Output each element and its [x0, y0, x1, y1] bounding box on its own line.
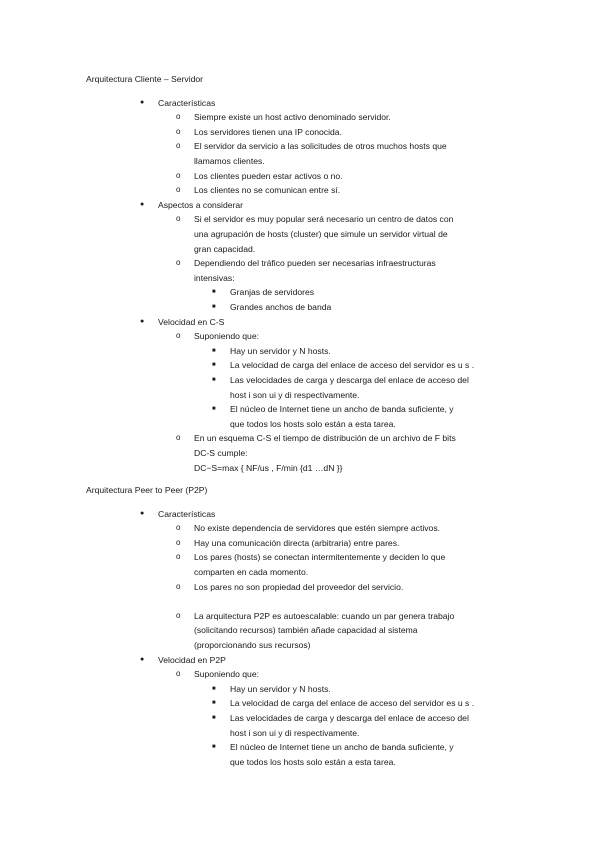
bullet-marker: o — [176, 581, 181, 591]
list-item-text: Los clientes no se comunican entre sí. — [194, 185, 341, 196]
list-item-text: Los servidores tienen una IP conocida. — [194, 126, 342, 137]
bullet-marker: ■ — [212, 406, 216, 413]
bullet-marker: o — [176, 170, 181, 180]
bullet-marker: o — [176, 610, 181, 620]
list-item-continuation: comparten en cada momento. — [194, 567, 309, 577]
list-item-continuation: intensivas: — [194, 272, 235, 283]
list-item-text: Suponiendo que: — [194, 669, 259, 680]
list-item-continuation: que todos los hosts solo están a esta tarea. — [230, 418, 396, 429]
bullet-marker: ■ — [212, 744, 216, 751]
list-item-text: El servidor da servicio a las solicitudes de otros muchos hosts que — [194, 141, 447, 152]
list-item-text: Hay un servidor y N hosts. — [230, 345, 331, 356]
section-heading: Arquitectura Cliente – Servidor — [86, 74, 204, 84]
list-item-continuation: (solicitando recursos) también añade capacidad al sistema — [194, 625, 418, 636]
list-item-text: La velocidad de carga del enlace de acceso del servidor es u s . — [230, 360, 475, 371]
list-item-text: Velocidad en C-S — [158, 316, 225, 327]
bullet-marker: ■ — [212, 304, 216, 310]
bullet-marker: ■ — [212, 362, 216, 369]
list-item-continuation: host i son ui y di respectivamente. — [230, 389, 360, 400]
bullet-marker: ■ — [212, 377, 216, 383]
list-item-text: Siempre existe un host activo denominado servidor. — [194, 112, 391, 123]
list-item-text: Granjas de servidores — [230, 287, 315, 298]
bullet-marker: ● — [140, 655, 145, 663]
bullet-marker: o — [176, 258, 181, 268]
bullet-marker: o — [176, 669, 181, 679]
bullet-marker: ■ — [212, 289, 216, 296]
bullet-marker: o — [176, 214, 181, 224]
bullet-marker: ■ — [212, 700, 216, 707]
list-item-text: Los pares (hosts) se conectan intermitentemente y deciden lo que — [194, 552, 446, 563]
bullet-marker: o — [176, 537, 181, 547]
bullet-marker: ■ — [212, 347, 216, 354]
bullet-marker: o — [176, 523, 181, 533]
list-item-text: La velocidad de carga del enlace de acceso del servidor es u s . — [230, 698, 475, 709]
list-item-text: Suponiendo que: — [194, 331, 259, 342]
list-item-text: El núcleo de Internet tiene un ancho de banda suficiente, y — [230, 404, 454, 415]
list-item-continuation: DC−S=max { NF/us , F/min {d1 …dN }} — [194, 462, 343, 473]
list-item-text: La arquitectura P2P es autoescalable: cuando un par genera trabajo — [194, 610, 455, 621]
bullet-marker: ■ — [212, 685, 216, 692]
list-item-continuation: llamamos clientes. — [194, 156, 265, 166]
bullet-marker: o — [176, 552, 181, 562]
bullet-marker: o — [176, 126, 181, 136]
bullet-marker: ● — [140, 509, 145, 517]
list-item-text: Las velocidades de carga y descarga del enlace de acceso del — [230, 713, 469, 723]
section-heading: Arquitectura Peer to Peer (P2P) — [86, 485, 208, 495]
bullet-marker: o — [176, 331, 181, 341]
bullet-marker: ● — [140, 317, 145, 325]
list-item-text: No existe dependencia de servidores que estén siempre activos. — [194, 523, 441, 534]
list-item-text: Las velocidades de carga y descarga del enlace de acceso del — [230, 375, 469, 385]
list-item-continuation: host i son ui y di respectivamente. — [230, 727, 360, 738]
list-item-continuation: una agrupación de hosts (cluster) que simule un servidor virtual de — [194, 229, 448, 239]
list-item-text: Hay una comunicación directa (arbitraria) entre pares. — [194, 537, 400, 548]
list-item-text: Dependiendo del tráfico pueden ser necesarias infraestructuras — [194, 258, 436, 269]
list-item-continuation: que todos los hosts solo están a esta tarea. — [230, 756, 396, 767]
list-item-text: Características — [158, 97, 216, 108]
bullet-marker: o — [176, 112, 181, 122]
list-item-text: Hay un servidor y N hosts. — [230, 683, 331, 694]
bullet-marker: ■ — [212, 715, 216, 721]
bullet-marker: o — [176, 141, 181, 151]
list-item-text: Velocidad en P2P — [158, 654, 226, 665]
bullet-marker: ● — [140, 98, 145, 106]
list-item-text: En un esquema C-S el tiempo de distribución de un archivo de F bits — [194, 433, 456, 444]
list-item-text: Grandes anchos de banda — [230, 302, 332, 312]
bullet-marker: ● — [140, 200, 145, 208]
list-item-text: El núcleo de Internet tiene un ancho de banda suficiente, y — [230, 742, 454, 753]
list-item-text: Los clientes pueden estar activos o no. — [194, 170, 343, 181]
list-item-text: Los pares no son propiedad del proveedor del servicio. — [194, 581, 404, 592]
list-item-continuation: gran capacidad. — [194, 243, 256, 254]
list-item-text: Aspectos a considerar — [158, 199, 244, 210]
list-item-continuation: DC-S cumple: — [194, 448, 248, 458]
list-item-continuation: (proporcionando sus recursos) — [194, 640, 311, 650]
bullet-marker: o — [176, 433, 181, 443]
bullet-marker: o — [176, 185, 181, 195]
list-item-text: Si el servidor es muy popular será necesario un centro de datos con — [194, 214, 454, 225]
list-item-text: Características — [158, 508, 216, 519]
